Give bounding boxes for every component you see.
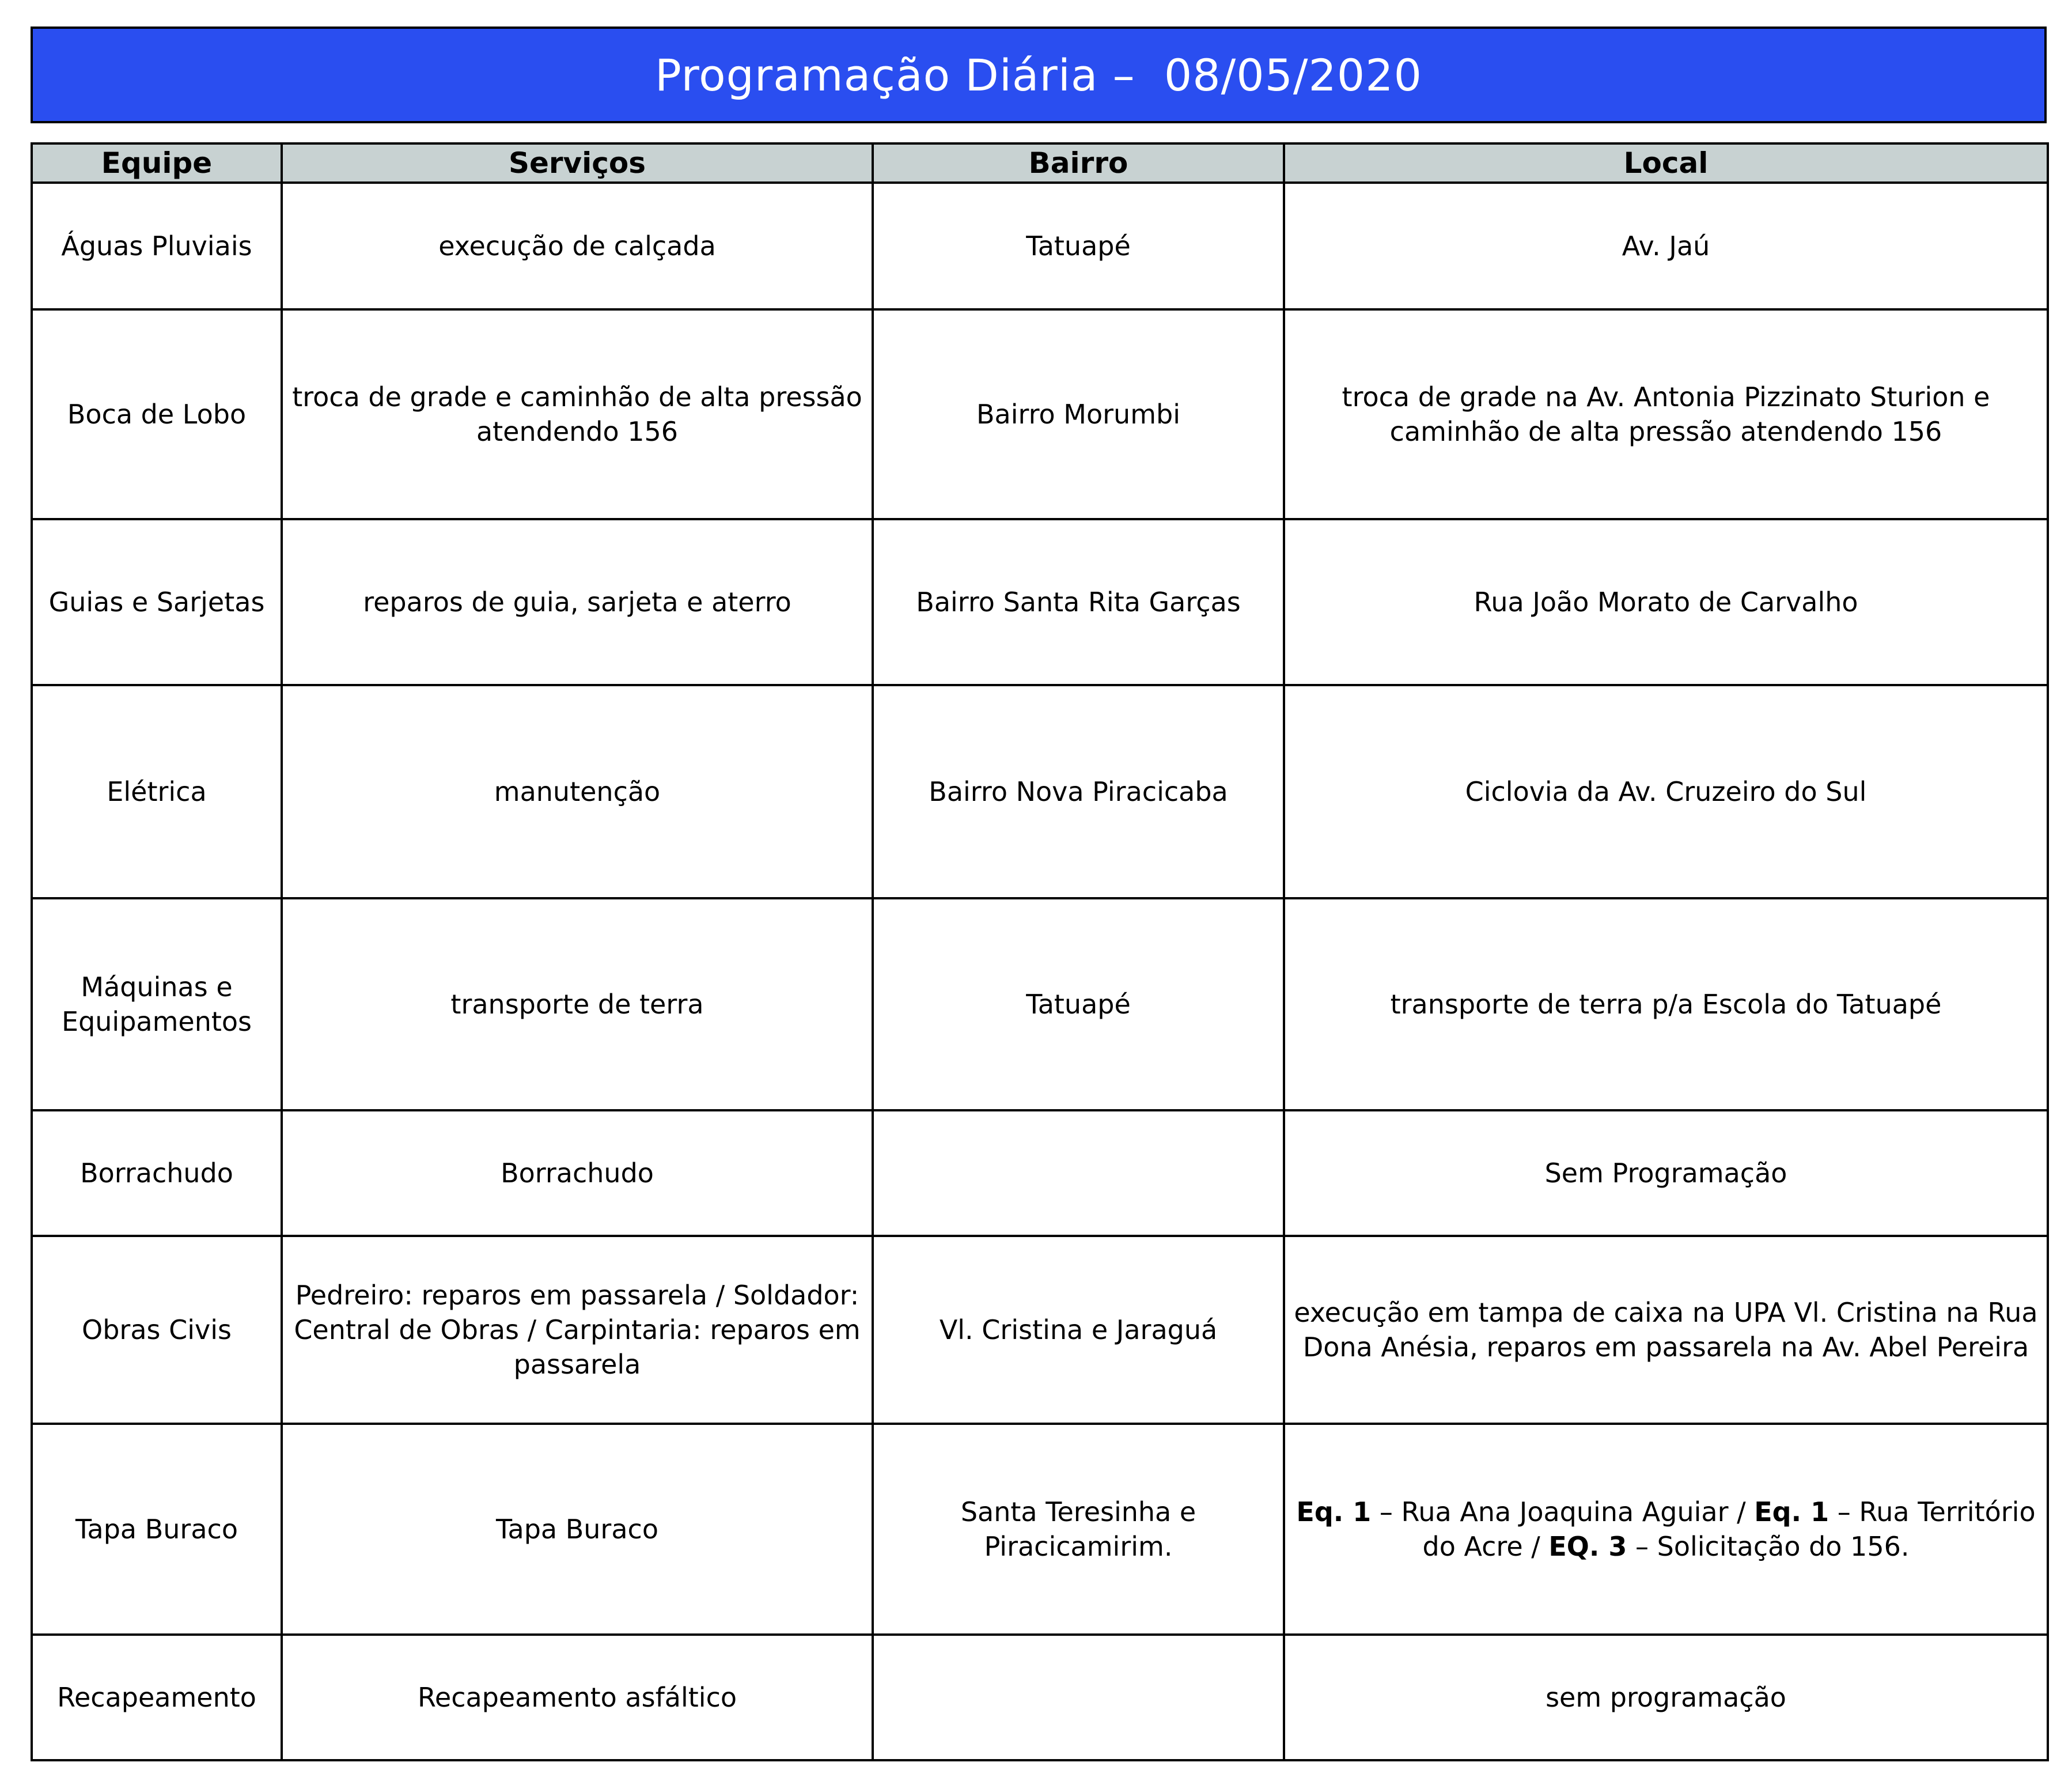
- cell-equipe: Águas Pluviais: [32, 183, 282, 309]
- cell-bairro: [873, 1110, 1284, 1236]
- column-header-equipe: Equipe: [32, 143, 282, 183]
- table-row: [32, 898, 2048, 1110]
- cell-servicos: Pedreiro: reparos em passarela / Soldador: Central de Obras / Carpintaria: reparos em passarela: [282, 1236, 873, 1424]
- team-location-text: – Solicitação do 156.: [1627, 1531, 1910, 1562]
- cell-equipe: Guias e Sarjetas: [32, 519, 282, 685]
- cell-bairro: Bairro Morumbi: [873, 309, 1284, 519]
- cell-servicos: Borrachudo: [282, 1110, 873, 1236]
- schedule-table: [31, 142, 2049, 1761]
- cell-local: Ciclovia da Av. Cruzeiro do Sul: [1284, 685, 2048, 898]
- cell-bairro: Bairro Santa Rita Garças: [873, 519, 1284, 685]
- cell-bairro: Tatuapé: [873, 183, 1284, 309]
- cell-equipe: Tapa Buraco: [32, 1424, 282, 1635]
- team-label: Eq. 1: [1754, 1496, 1829, 1527]
- table-row: [32, 1236, 2048, 1424]
- cell-bairro: [873, 1635, 1284, 1760]
- cell-bairro: Vl. Cristina e Jaraguá: [873, 1236, 1284, 1424]
- cell-servicos: transporte de terra: [282, 898, 873, 1110]
- cell-equipe: Recapeamento: [32, 1635, 282, 1760]
- page-title: Programação Diária – 08/05/2020: [655, 49, 1422, 101]
- cell-servicos: reparos de guia, sarjeta e aterro: [282, 519, 873, 685]
- cell-bairro: Santa Teresinha e Piracicamirim.: [873, 1424, 1284, 1635]
- cell-bairro: Tatuapé: [873, 898, 1284, 1110]
- cell-equipe: Máquinas e Equipamentos: [32, 898, 282, 1110]
- cell-local: transporte de terra p/a Escola do Tatuapé: [1284, 898, 2048, 1110]
- cell-local: [1284, 1424, 2048, 1635]
- table-row: [32, 1424, 2048, 1635]
- table-row: [32, 183, 2048, 309]
- team-location-text: – Rua Território do Acre /: [1422, 1496, 2036, 1562]
- cell-equipe: Borrachudo: [32, 1110, 282, 1236]
- table-row: [32, 519, 2048, 685]
- cell-local: Rua João Morato de Carvalho: [1284, 519, 2048, 685]
- cell-servicos: Recapeamento asfáltico: [282, 1635, 873, 1760]
- cell-local: sem programação: [1284, 1635, 2048, 1760]
- table-row: [32, 685, 2048, 898]
- table-row: [32, 1635, 2048, 1760]
- title-bar: [31, 27, 2047, 123]
- cell-local: execução em tampa de caixa na UPA Vl. Cristina na Rua Dona Anésia, reparos em passarela na Av. Abel Pereira: [1284, 1236, 2048, 1424]
- cell-equipe: Obras Civis: [32, 1236, 282, 1424]
- cell-local: troca de grade na Av. Antonia Pizzinato Sturion e caminhão de alta pressão atendendo 156: [1284, 309, 2048, 519]
- cell-equipe: Boca de Lobo: [32, 309, 282, 519]
- cell-servicos: Tapa Buraco: [282, 1424, 873, 1635]
- column-header-servicos: Serviços: [282, 143, 873, 183]
- table-row: [32, 309, 2048, 519]
- cell-local: Av. Jaú: [1284, 183, 2048, 309]
- cell-local: Sem Programação: [1284, 1110, 2048, 1236]
- column-header-local: Local: [1284, 143, 2048, 183]
- cell-servicos: execução de calçada: [282, 183, 873, 309]
- cell-servicos: manutenção: [282, 685, 873, 898]
- team-label: Eq. 1: [1296, 1496, 1372, 1527]
- table-row: [32, 1110, 2048, 1236]
- team-location-text: – Rua Ana Joaquina Aguiar /: [1371, 1496, 1755, 1527]
- cell-equipe: Elétrica: [32, 685, 282, 898]
- column-header-bairro: Bairro: [873, 143, 1284, 183]
- cell-servicos: troca de grade e caminhão de alta pressão atendendo 156: [282, 309, 873, 519]
- table-header-row: [32, 143, 2048, 183]
- team-label: EQ. 3: [1548, 1531, 1627, 1562]
- cell-bairro: Bairro Nova Piracicaba: [873, 685, 1284, 898]
